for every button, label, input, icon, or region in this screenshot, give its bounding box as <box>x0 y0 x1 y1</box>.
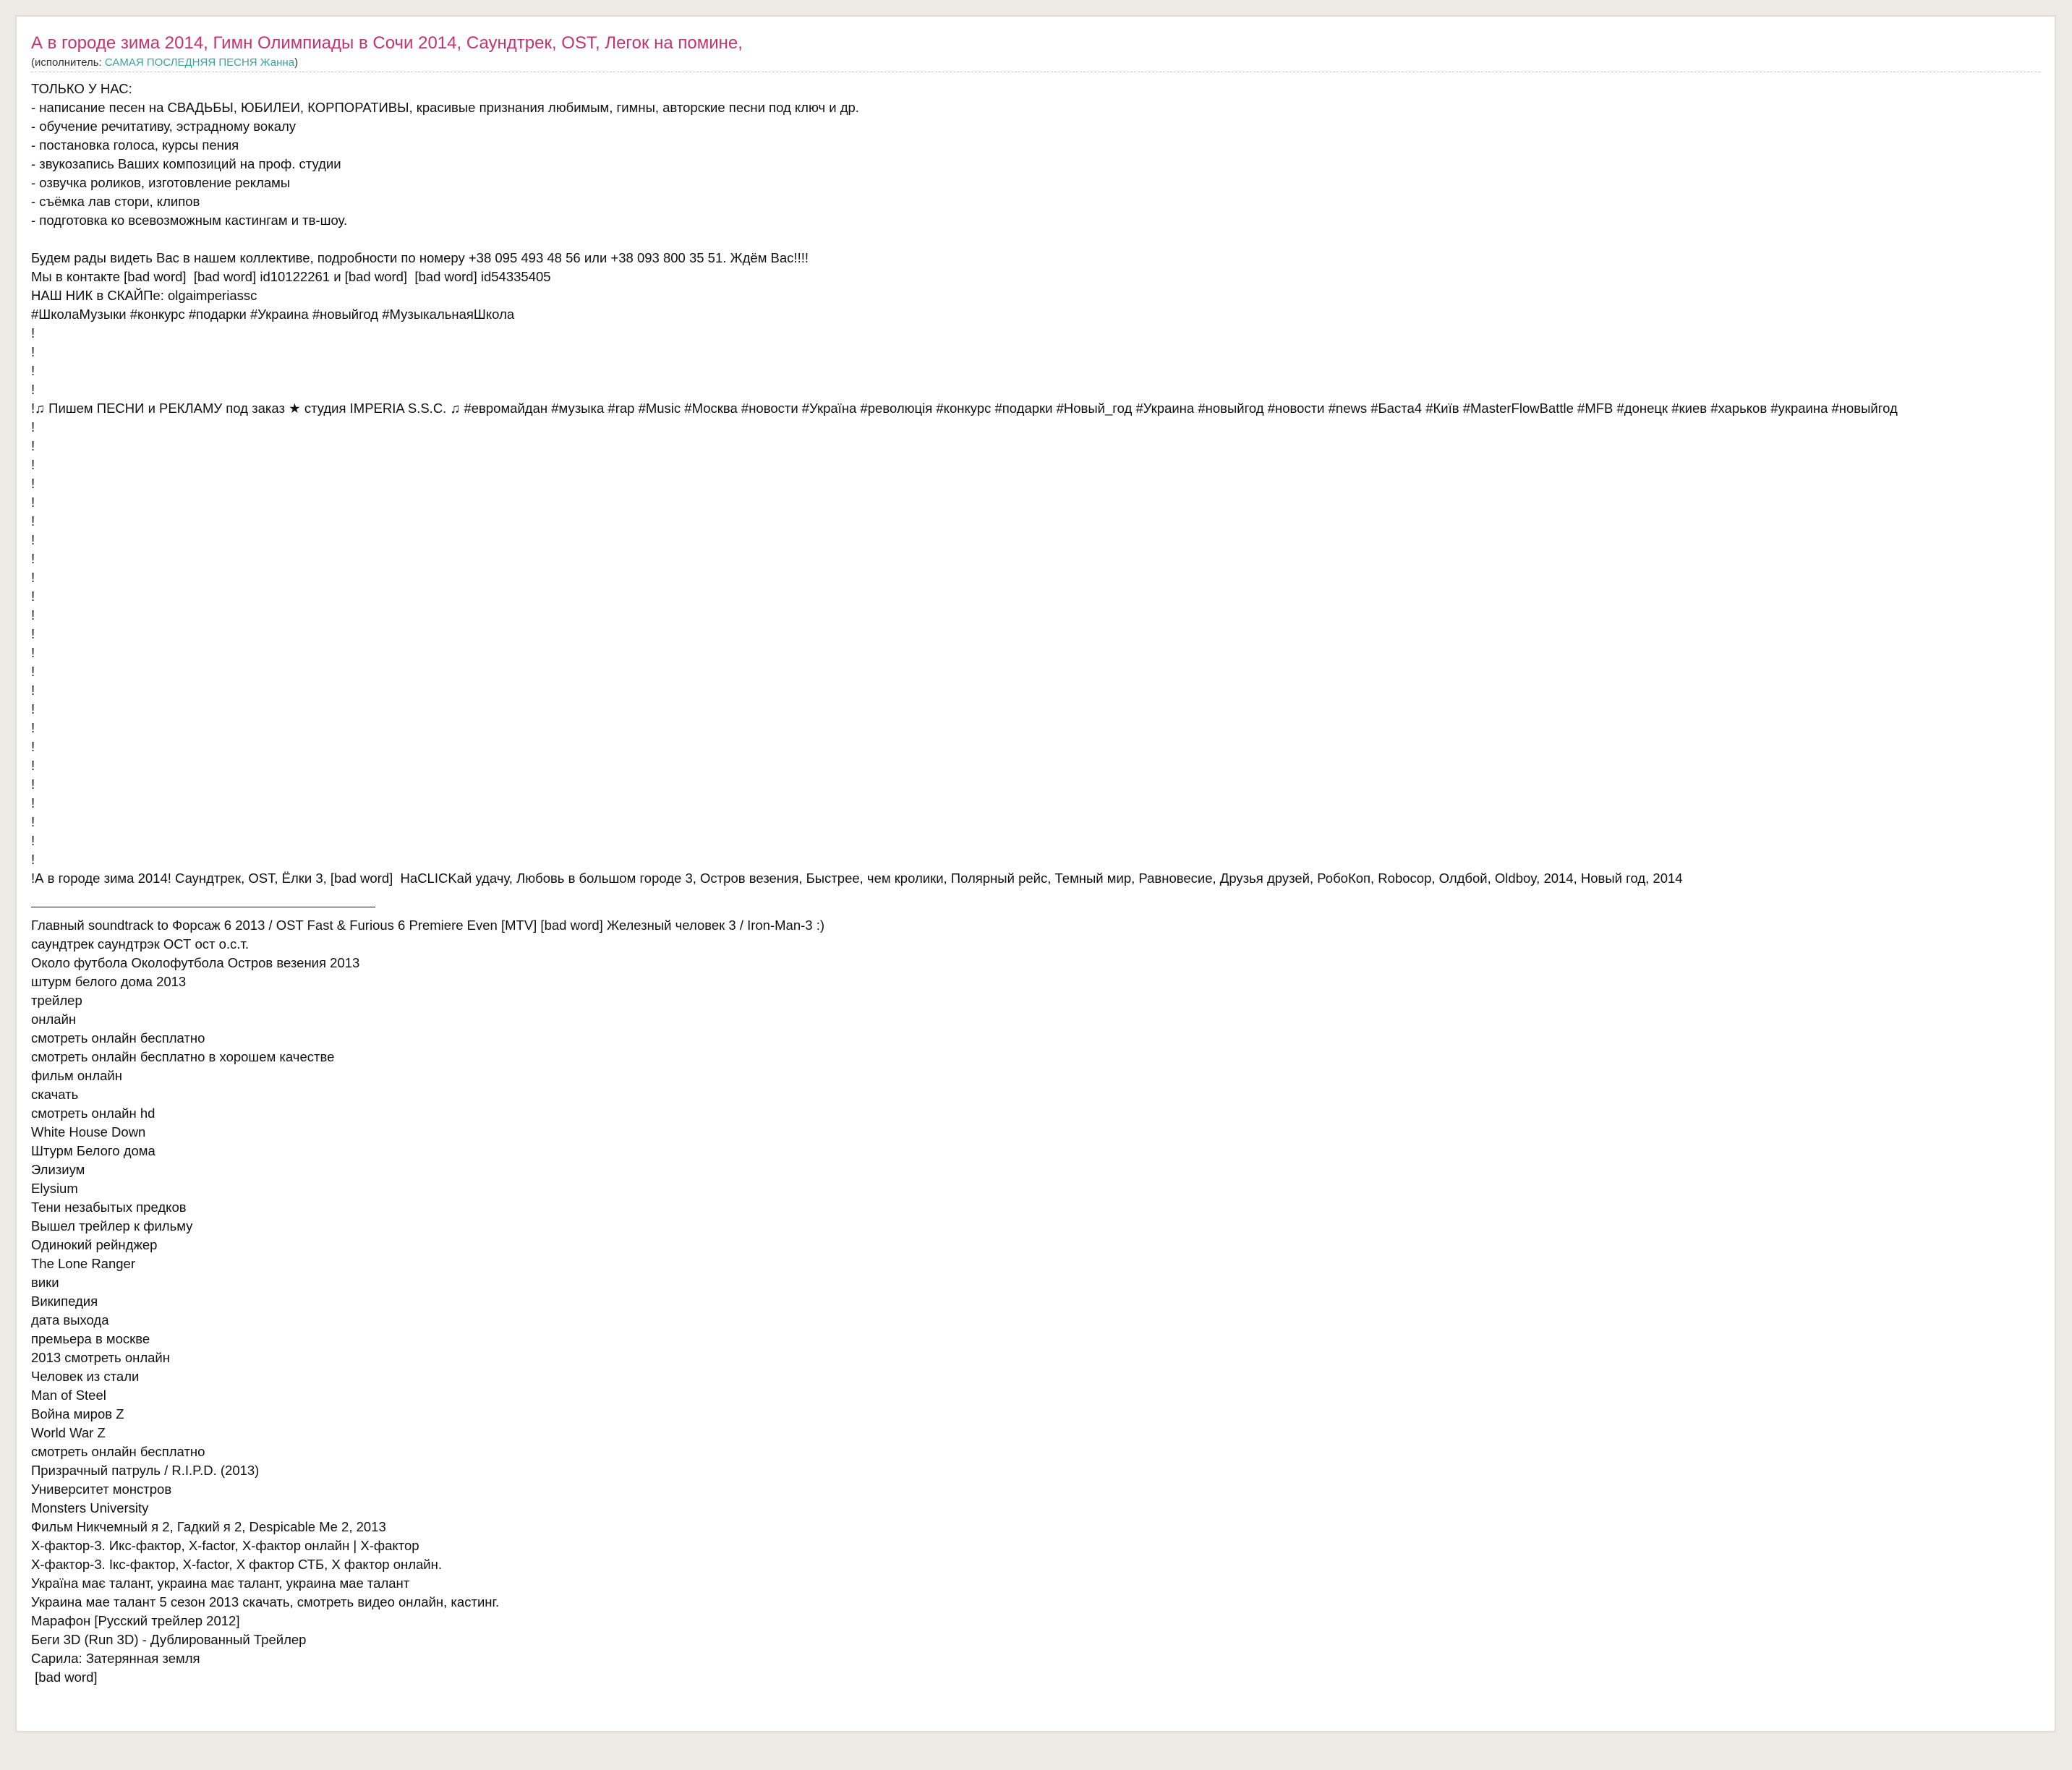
description-line: Тени незабытых предков <box>31 1200 187 1215</box>
description-line: ! <box>31 607 35 623</box>
description-line: Будем рады видеть Вас в нашем коллективе, подробности по номеру +38 095 493 48 56 или +38 093 800 35 51. Ждём Вас!!!! <box>31 250 809 265</box>
description-line: - написание песен на СВАДЬБЫ, ЮБИЛЕИ, КОРПОРАТИВЫ, красивые признания любимым, гимны, авторские песни под ключ и др. <box>31 100 859 115</box>
description-line <box>31 230 2040 249</box>
description-line: ! <box>31 532 35 547</box>
description-line: Университет монстров <box>31 1482 172 1497</box>
description-line: онлайн <box>31 1012 77 1027</box>
description-line: ! <box>31 852 35 867</box>
description-line: ! <box>31 795 35 811</box>
description-line: Monsters University <box>31 1500 149 1515</box>
song-description-top <box>31 80 2040 907</box>
description-line: ! <box>31 551 35 566</box>
description-line: Война миров Z <box>31 1406 124 1421</box>
description-line: ! <box>31 495 35 510</box>
description-line: ! <box>31 382 35 397</box>
description-line: - обучение речитативу, эстрадному вокалу <box>31 119 297 134</box>
description-line: ! <box>31 589 35 604</box>
description-line: #ШколаМузыки #конкурс #подарки #Украина #новыйгод #МузыкальнаяШкола <box>31 307 515 322</box>
description-line: Штурм Белого дома <box>31 1143 155 1158</box>
description-line: фильм онлайн <box>31 1068 122 1083</box>
description-line: ! <box>31 739 35 754</box>
description-line: Мы в контакте [bad word] [bad word] id10122261 и [bad word] [bad word] id54335405 <box>31 269 551 284</box>
description-line: ! <box>31 626 35 641</box>
description-line: вики <box>31 1275 59 1290</box>
description-line: !♫ Пишем ПЕСНИ и РЕКЛАМУ под заказ ★ студия IMPERIA S.S.C. ♫ #евромайдан #музыка #rap #Music #Москва #новости #Україна #революція #конкурс #подарки #Новый_год #Украина #новыйгод #новости #news #Баста4 #Київ #MasterFlowBattle #MFB #донецк #киев #харьков #украина #новыйгод <box>31 401 1898 416</box>
description-line: White House Down <box>31 1124 146 1140</box>
song-content <box>31 31 2040 1687</box>
description-line: [bad word] <box>31 1669 98 1685</box>
song-card <box>16 16 2055 1732</box>
description-line: Украина мае талант 5 сезон 2013 скачать, смотреть видео онлайн, кастинг. <box>31 1594 500 1609</box>
description-line: Фильм Никчемный я 2, Гадкий я 2, Despicable Me 2, 2013 <box>31 1519 386 1534</box>
description-line: ! <box>31 457 35 472</box>
performer-line <box>31 56 2040 72</box>
description-line: Главный soundtrack to Форсаж 6 2013 / OST Fast & Furious 6 Premiere Even [MTV] [bad word] Железный человек 3 / Iron-Man-3 :) <box>31 918 825 933</box>
description-line: смотреть онлайн бесплатно <box>31 1444 205 1459</box>
description-line: World War Z <box>31 1425 106 1440</box>
song-title: А в городе зима 2014, Гимн Олимпиады в Сочи 2014, Саундтрек, OST, Легок на помине, <box>31 33 743 53</box>
description-line: Википедия <box>31 1294 98 1309</box>
description-line: дата выхода <box>31 1312 109 1328</box>
description-line: Х-фактор-3. Ікс-фактор, X-factor, Х фактор СТБ, Х фактор онлайн. <box>31 1557 442 1572</box>
description-line: ! <box>31 419 35 435</box>
description-line: Беги 3D (Run 3D) - Дублированный Трейлер <box>31 1632 307 1647</box>
description-line: Одинокий рейнджер <box>31 1237 158 1252</box>
description-line: ! <box>31 438 35 453</box>
description-line: Сарила: Затерянная земля <box>31 1651 200 1666</box>
description-line: смотреть онлайн бесплатно <box>31 1030 205 1046</box>
description-line: - съёмка лав стори, клипов <box>31 194 200 209</box>
description-line: Elysium <box>31 1181 78 1196</box>
description-line: - постановка голоса, курсы пения <box>31 137 239 153</box>
description-line: Man of Steel <box>31 1388 106 1403</box>
description-line <box>31 888 2040 907</box>
description-line: Вышел трейлер к фильму <box>31 1218 193 1234</box>
song-description-bottom <box>31 916 2040 1687</box>
description-line: - звукозапись Ваших композиций на проф. студии <box>31 156 341 171</box>
description-line: ! <box>31 683 35 698</box>
description-line: ! <box>31 833 35 848</box>
description-line: ! <box>31 645 35 660</box>
description-line: ТОЛЬКО У НАС: <box>31 81 132 96</box>
description-line: премьера в москве <box>31 1331 150 1346</box>
description-line: ! <box>31 344 35 359</box>
description-line: ! <box>31 513 35 529</box>
description-line: ! <box>31 570 35 585</box>
description-line: смотреть онлайн бесплатно в хорошем качестве <box>31 1049 335 1064</box>
description-line: ! <box>31 758 35 773</box>
description-line: - подготовка ко всевозможным кастингам и тв-шоу. <box>31 213 348 228</box>
performer-prefix: (исполнитель: <box>31 56 105 69</box>
description-line: Около футбола Околофутбола Остров везения 2013 <box>31 955 360 970</box>
performer-suffix: ) <box>294 56 299 69</box>
description-line: Марафон [Русский трейлер 2012] <box>31 1613 240 1628</box>
description-line: ! <box>31 814 35 829</box>
description-line: Элизиум <box>31 1162 85 1177</box>
description-line: ! <box>31 701 35 717</box>
description-line: ! <box>31 720 35 735</box>
performer-link[interactable]: САМАЯ ПОСЛЕДНЯЯ ПЕСНЯ Жанна <box>104 56 295 69</box>
description-line: 2013 смотреть онлайн <box>31 1350 170 1365</box>
description-line: - озвучка роликов, изготовление рекламы <box>31 175 291 190</box>
description-line: штурм белого дома 2013 <box>31 974 187 989</box>
description-line: Х-фактор-3. Икс-фактор, X-factor, Х-фактор онлайн | Х-фактор <box>31 1538 419 1553</box>
description-line: Україна має талант, украина має талант, украина мае талант <box>31 1576 410 1591</box>
description-line: ! <box>31 777 35 792</box>
description-line: Человек из стали <box>31 1369 140 1384</box>
description-line: саундтрек саундтрэк ОСТ ост о.с.т. <box>31 936 250 952</box>
description-line: скачать <box>31 1087 79 1102</box>
description-line: НАШ НИК в СКАЙПе: olgaimperiassc <box>31 288 257 303</box>
description-line: ! <box>31 325 35 341</box>
description-line: трейлер <box>31 993 82 1008</box>
description-line: !А в городе зима 2014! Саундтрек, OST, Ёлки 3, [bad word] HaCLICKай удачу, Любовь в большом городе 3, Остров везения, Быстрее, чем кролики, Полярный рейс, Темный мир, Равновесие, Друзья друзей, РобоКоп, Robocop, Олдбой, Oldboy, 2014, Новый год, 2014 <box>31 871 1683 886</box>
description-line: ! <box>31 476 35 491</box>
description-line: ! <box>31 363 35 378</box>
description-line: Призрачный патруль / R.I.P.D. (2013) <box>31 1463 260 1478</box>
description-line: смотреть онлайн hd <box>31 1106 155 1121</box>
description-line: The Lone Ranger <box>31 1256 135 1271</box>
description-line: ! <box>31 664 35 679</box>
